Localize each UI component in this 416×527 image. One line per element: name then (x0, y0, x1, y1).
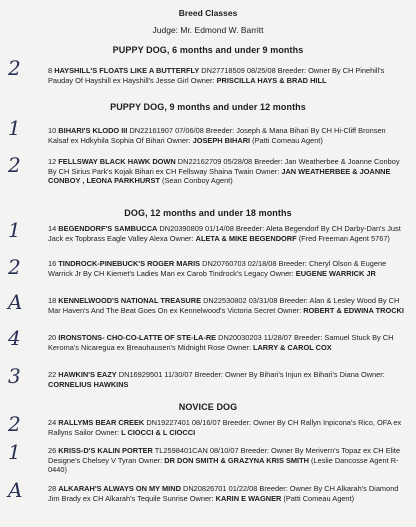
entry-details: DN22161907 07/06/08 Breeder: Joseph & Mana Bihari By CH Hi-Cliff Bronsen Kalsaf ex Hdkyhila Sophia Of Bihari Owner: (48, 126, 386, 145)
entry-details: DN20030203 11/28/07 Breeder: Samuel Stuck By CH Keroma's Nicaregua ex Breauhausen's Midnight Rose Owner: (48, 333, 394, 352)
entry-owner: LARRY & CAROL COX (252, 342, 332, 352)
section-heading: NOVICE DOG (178, 402, 238, 412)
handwritten-placement-mark: 3 (8, 364, 21, 388)
entry-item (48, 157, 404, 186)
entry-item (48, 224, 404, 243)
entry-dog-name: KENNELWOOD'S NATIONAL TREASURE (58, 296, 202, 305)
entry-number: 8 (48, 66, 53, 75)
page-title: Breed Classes (178, 8, 238, 18)
entry-agent: (Fred Freeman Agent 5767) (296, 233, 390, 243)
entry-dog-name: BIHARI'S KLODO III (58, 126, 128, 135)
entry-item (48, 126, 404, 145)
handwritten-placement-mark: 2 (8, 412, 21, 436)
entry-number: 18 (48, 296, 57, 305)
entry-item (48, 66, 404, 85)
entry-details: DN22162709 05/28/08 Breeder: Jan Weatherbee & Joanne Conboy By CH Sirius Park's Kojak Bihari ex CH Fellsway Shaina Twain Owner: (48, 157, 400, 176)
entry-owner: DR DON SMITH & GRAZYNA KRIS SMITH (164, 455, 309, 465)
entry-owner: PRISCILLA HAYS & BRAD HILL (216, 75, 327, 85)
entry-agent: (Patti Comeau Agent) (250, 135, 323, 145)
entry-owner: EUGENE WARRICK JR (295, 268, 376, 278)
entry-details: DN16929501 11/30/07 Breeder: Owner By Bihari's Injun ex Bihari's Diana Owner: (116, 370, 385, 379)
entry-number: 14 (48, 224, 57, 233)
section-heading: PUPPY DOG, 9 months and under 12 months (110, 102, 306, 112)
section-heading: PUPPY DOG, 6 months and under 9 months (112, 45, 304, 55)
entry-owner: CORNELIUS HAWKINS (48, 379, 129, 389)
entry-details: DN19227401 08/16/07 Breeder: Owner By CH Rallyn Inpicona's Rico, OFA ex Rallyns Sailor Owner: (48, 418, 402, 437)
entry-item (48, 484, 404, 503)
entry-dog-name: BEGENDORF'S SAMBUCCA (58, 224, 158, 233)
entry-owner: JAN WEATHERBEE & JOANNE CONBOY , LEONA PARKHURST (48, 166, 391, 186)
handwritten-placement-mark: A (8, 478, 23, 502)
entry-item (48, 333, 404, 352)
entry-dog-name: ALKARAH'S ALWAYS ON MY MIND (58, 484, 181, 493)
entry-dog-name: HAYSHILL'S FLOATS LIKE A BUTTERFLY (54, 66, 200, 75)
entry-owner: KARIN E WAGNER (215, 493, 282, 503)
entry-owner: JOSEPH BIHARI (192, 135, 251, 145)
handwritten-placement-mark: 2 (8, 153, 21, 177)
judge-line: Judge: Mr. Edmond W. Barritt (152, 25, 264, 35)
entry-details: DN20760703 02/18/08 Breeder: Cheryl Olson & Eugene Warrick Jr By CH Kiemet's Ladies Man ex Carob Tindrock's Legacy Owner: (48, 259, 387, 278)
entry-number: 16 (48, 259, 57, 268)
entry-agent: (Patti Comeau Agent) (281, 493, 355, 503)
entry-item (48, 446, 404, 475)
entry-details: DN20390809 01/14/08 Breeder: Aleta Begendorf By CH Darby-Dan's Just Jack ex Topbrass Eagle Valley Alexa Owner: (48, 224, 401, 243)
entry-details: TL2598401CAN 08/10/07 Breeder: Owner By Merivern's Topaz ex CH Elite Designe's Chelsey V Tyran Owner: (48, 446, 401, 465)
handwritten-placement-mark: A (8, 290, 23, 314)
section-heading: DOG, 12 months and under 18 months (124, 208, 292, 218)
handwritten-placement-mark: 2 (8, 255, 21, 279)
entry-number: 12 (48, 157, 57, 166)
entry-dog-name: HAWKIN'S EAZY (58, 370, 117, 379)
handwritten-placement-mark: 1 (8, 116, 21, 140)
entry-owner: L CIOCCI & L CIOCCI (121, 427, 196, 437)
entry-number: 26 (48, 446, 57, 455)
entry-dog-name: TINDROCK-PINEBUCK'S ROGER MARIS (58, 259, 201, 268)
entry-dog-name: FELLSWAY BLACK HAWK DOWN (58, 157, 176, 166)
entry-item (48, 370, 404, 389)
entry-item (48, 259, 404, 278)
entry-details: DN27718509 08/25/08 Breeder: Owner By CH Pinehill's Pauday Of Hayshill ex Hayshill's Jesse Girl Owner: (48, 66, 385, 85)
entry-details: DN22530802 03/31/08 Breeder: Alan & Lesley Wood By CH Mar Haven's And The Beat Goes On ex Kennelwood's Victoria Secret Owner: (48, 296, 400, 315)
entry-agent: (Leslie Dancosse Agent R-0440) (48, 455, 399, 475)
entry-dog-name: IRONSTONS- CHO-CO-LATTE OF STE-LA-RE (58, 333, 217, 342)
entry-number: 10 (48, 126, 57, 135)
entry-owner: ALETA & MIKE BEGENDORF (195, 233, 297, 243)
entry-number: 24 (48, 418, 57, 427)
entry-number: 22 (48, 370, 57, 379)
handwritten-placement-mark: 2 (8, 56, 21, 80)
entry-details: DN20826701 01/22/08 Breeder: Owner By CH Alkarah's Diamond Jim Brady ex CH Alkarah's Tequile Sunrise Owner: (48, 484, 399, 503)
handwritten-placement-mark: 1 (8, 218, 21, 242)
handwritten-placement-mark: 1 (8, 440, 21, 464)
entry-agent: (Sean Conboy Agent) (159, 176, 233, 186)
entry-dog-name: KRISS-D'S KALIN PORTER (58, 446, 153, 455)
entry-item (48, 296, 404, 315)
entry-dog-name: RALLYMS BEAR CREEK (58, 418, 145, 427)
entry-item (48, 418, 404, 437)
entry-number: 20 (48, 333, 57, 342)
handwritten-placement-mark: 4 (8, 326, 21, 350)
entry-number: 28 (48, 484, 57, 493)
entry-owner: ROBERT & EDWINA TROCKI (303, 305, 404, 315)
